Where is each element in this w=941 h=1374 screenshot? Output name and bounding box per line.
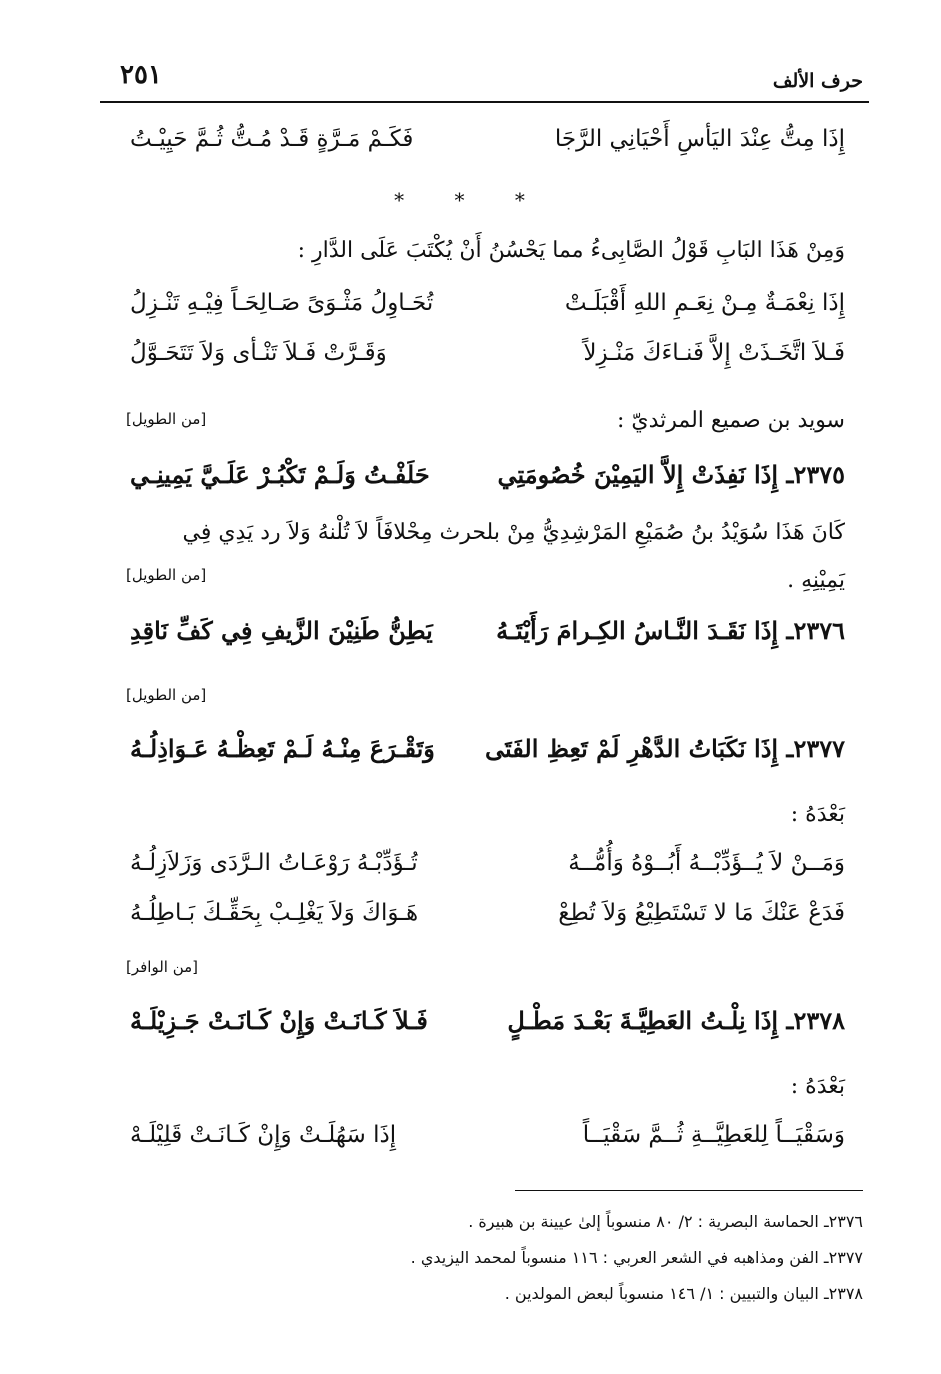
commentary-text: كَانَ هَذَا سُوَيْدُ بنُ صُمَيْعِ المَرْشِدِيُّ مِنْ بلحرث مِحْلافَاً لاَ تُلْنهُ وَلاَ رد يَدِي فِي (182, 520, 845, 545)
verse-hemistich-left: فَـلاَ كَـانَـتْ وَإِنْ كَـانَـتْ جَـزِيْلَـهْ (130, 1006, 428, 1035)
section-separator: * * * (394, 188, 547, 212)
verse-hemistich-right: ٢٣٧٧ـ إِذَا نَكَبَاتُ الدَّهْرِ لَمْ تَعِظِ الفَتَى (485, 734, 845, 763)
footnote: ٢٣٧٨ـ البيان والتبيين : ١/ ١٤٦ منسوباً لبعض المولدين . (504, 1284, 863, 1303)
meter-label: [من الطويل] (126, 566, 207, 584)
intro-text: وَمِنْ هَذَا البَابِ قَوْلُ الصَّابِىءُ مما يَحْسُنُ أَنْ يُكْتَبَ عَلَى الدَّارِ : (297, 238, 845, 263)
verse-hemistich-right: إِذَا نِعْمَـةٌ مِـنْ نِعَـمِ اللهِ أَقْبَلَـتْ (564, 290, 845, 316)
verse-hemistich-right: وَسَقْيَــاً لِلعَطِيَّــةِ ثُــمَّ سَقْيَــاً (582, 1122, 845, 1148)
meter-label: [من الطويل] (126, 686, 207, 704)
verse-hemistich-right: فَـلاَ اتَّخَـذَتْ إِلاَّ فَنـاءَكَ مَنْـزِلاً (583, 340, 845, 366)
header-divider (100, 101, 869, 103)
verse-hemistich-left: إِذَا سَهُلَـتْ وَإِنْ كَـانَـتْ قَلِيْلَـهْ (130, 1122, 397, 1148)
verse-hemistich-left: تُحَـاوِلُ مَثْـوَىً صَـالِحَـاً فِيْـهِ تَنْـزِلُ (130, 290, 434, 316)
footnote: ٢٣٧٦ـ الحماسة البصرية : ٢/ ٨٠ منسوباً إلىٰ عيينة بن هبيرة . (468, 1212, 863, 1231)
footnote-divider (515, 1190, 863, 1191)
verse-hemistich-left: فَكَـمْ مَـرَّةٍ قَـدْ مُـتُّ ثُـمَّ حَيِيْـتُ (130, 126, 414, 152)
verse-hemistich-right: فَدَعْ عَنْكَ مَا لا تَسْتَطِيْعُ وَلاَ تُطِعْ (558, 900, 845, 926)
poet-name: سويد بن صميع المرثديّ : (616, 408, 845, 433)
verse-hemistich-left: يَطِنُّ طَنِيْنَ الزَّيفِ فِي كَفِّ نَاقِدِ (130, 616, 433, 645)
verse-hemistich-right: وَمَــنْ لاَ يُــؤَدِّبْــهُ أَبُــوْهُ وَأُمُّــهُ (568, 850, 845, 876)
commentary-text: يَمِيْنِهِ . (787, 568, 845, 593)
verse-hemistich-left: وَقَـرَّتْ فَـلاَ تَنْـأى وَلاَ تَتَحَـوَّلُ (130, 340, 387, 366)
verse-hemistich-right: ٢٣٧٨ـ إِذَا نِلْـتُ العَطِيَّـةَ بَعْـدَ مَطْـلٍ (507, 1006, 845, 1035)
verse-hemistich-right: ٢٣٧٥ـ إِذَا نَفِذَتْ إِلاَّ اليَمِيْنَ خُصُومَتِي (497, 460, 845, 489)
meter-label: [من الطويل] (126, 410, 207, 428)
page-number: ٢٥١ (120, 60, 162, 90)
after-label: بَعْدَهُ : (790, 802, 845, 827)
meter-label: [من الوافر] (126, 958, 199, 976)
verse-hemistich-right: إِذَا مِتُّ عِنْدَ اليَأسِ أَحْيَانِي الرَّجَا (554, 126, 845, 152)
verse-hemistich-left: تُـؤَدِّبْـهُ رَوْعَـاتُ الـرَّدَى وَزَلاَزِلُـهُ (130, 850, 418, 876)
verse-hemistich-left: هَـوَاكَ وَلاَ يَغْلِـبْ بِحَقِّـكَ بَـاطِلُـهُ (130, 900, 419, 926)
verse-hemistich-left: وَتَقْـرَعَ مِنْـهُ لَـمْ تَعِظْـهُ عَـوَاذِلُـهُ (130, 734, 435, 763)
running-header-title: حرف الألف (772, 70, 863, 92)
after-label: بَعْدَهُ : (790, 1074, 845, 1099)
footnote: ٢٣٧٧ـ الفن ومذاهبه في الشعر العربي : ١١٦ منسوباً لمحمد اليزيدي . (410, 1248, 863, 1267)
verse-hemistich-right: ٢٣٧٦ـ إِذَا نَقَـدَ النَّـاسُ الكِـرامَ رَأَيْتَـهُ (496, 616, 845, 645)
verse-hemistich-left: حَلَفْـتُ وَلَـمْ تَكْبُـرْ عَلَـيَّ يَمِينِـي (130, 460, 430, 489)
